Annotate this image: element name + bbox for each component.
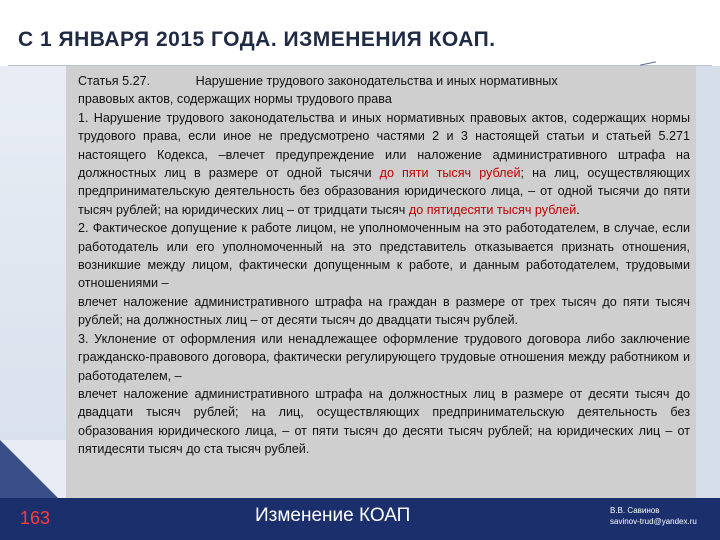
slide-title: С 1 ЯНВАРЯ 2015 ГОДА. ИЗМЕНЕНИЯ КОАП. — [18, 28, 496, 51]
right-decorative-band — [696, 66, 720, 540]
article-text — [78, 72, 690, 459]
article-title-line1: Нарушение трудового законодательства и иных нормативных — [195, 74, 558, 88]
footer-author-block — [610, 505, 697, 527]
paragraph-1: 1. Нарушение трудового законодательства и иных нормативных правовых актов, содержащих нормы трудового права, если иное не предусмотрено частями 2 и 3 настоящей статьи и статьей 5.271 настоящего Кодекса, –влечет предупреждение или наложение административного штрафа на должностных лиц в размере от одной тысячи до пяти тысяч рублей; на лиц, осуществляющих предпринимательскую деятельность без образования юридического лица, – от одной тысячи до пяти тысяч рублей; на юридических лиц – от тридцати тысяч до пятидесяти тысяч рублей. — [78, 110, 690, 217]
article-number: Статья 5.27. — [78, 74, 151, 88]
footer-caption: Изменение КОАП — [255, 505, 411, 526]
paragraph-2: 2. Фактическое допущение к работе лицом, не уполномоченным на это работодателем, в случае, если работодатель или его уполномоченный на это представитель отказывается признать отношения, возникшие между лицом, фактически допущенным к работе, и данным работодателем, трудовыми отношениями – — [78, 221, 690, 291]
highlight-fifty-thousand: до пятидесяти тысяч рублей — [408, 202, 577, 217]
article-heading — [78, 72, 690, 109]
corner-triangle — [0, 440, 66, 506]
paragraph-2-penalty: влечет наложение административного штрафа на граждан в размере от трех тысяч до пяти тысяч рублей; на должностных лиц – от десяти тысяч до двадцати тысяч рублей. — [78, 294, 690, 328]
article-title-line2: правовых актов, содержащих нормы трудового права — [78, 92, 392, 107]
highlight-five-thousand: до пяти тысяч рублей — [379, 166, 521, 181]
slide-number: 163 — [20, 508, 51, 528]
paragraph-3-penalty: влечет наложение административного штрафа на должностных лиц в размере от десяти тысяч до двадцати тысяч рублей; на лиц, осуществляющих предпринимательскую деятельность без образования юридического лица, – от пяти тысяч до десяти тысяч рублей; на юридических лиц – от пятидесяти тысяч до ста тысяч рублей. — [78, 386, 690, 457]
author-email: savinov-trud@yandex.ru — [610, 517, 697, 526]
author-name: В.В. Савинов — [610, 506, 660, 515]
paragraph-3: 3. Уклонение от оформления или ненадлежащее оформление трудового договора либо заключение гражданско-правового договора, фактически регулирующего трудовые отношения между работником и работодателем, – — [78, 331, 690, 383]
